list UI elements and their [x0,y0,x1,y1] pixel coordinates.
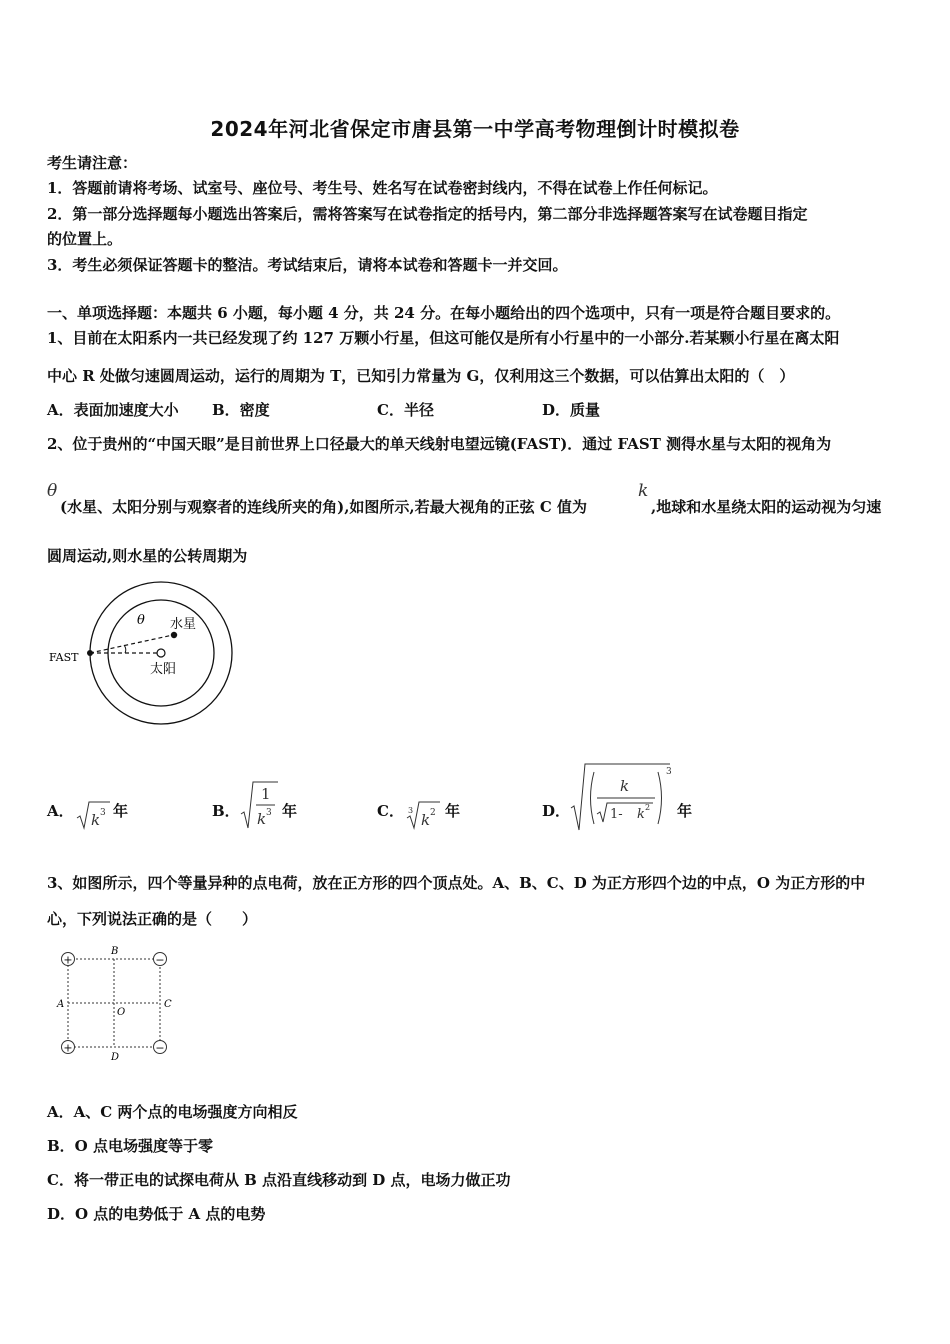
q2-option-d-label: D． [542,802,571,820]
q2-stem-line1: 2、位于贵州的“中国天眼”是目前世界上口径最大的单天线射电望远镜(FAST)．通过 FAST 测得水星与太阳的视角为 [47,435,832,453]
notice-item-2: 2．第一部分选择题每小题选出答案后，需将答案写在试卷指定的括号内，第二部分非选择题答案写在试卷题目指定 [47,205,808,223]
q1-option-b: B．密度 [212,401,270,419]
svg-text:k: k [637,807,645,822]
point-o-label: O [117,1007,126,1018]
svg-text:+: + [63,953,73,967]
fast-point [87,650,93,656]
q2-option-c-unit: 年 [445,802,461,820]
q3-option-c: C．将一带正电的试探电荷从 B 点沿直线移动到 D 点，电场力做正功 [47,1171,511,1189]
q2-stem-line3: 圆周运动,则水星的公转周期为 [47,547,248,565]
svg-text:3: 3 [408,806,414,815]
q3-stem-line2: 心，下列说法正确的是（ ） [47,910,258,928]
q2-k-symbol: k [638,481,649,501]
fast-label: FAST [49,651,79,664]
svg-text:2: 2 [430,808,436,818]
svg-text:k: k [421,811,431,829]
q3-stem-line1: 3、如图所示，四个等量异种的点电荷，放在正方形的四个顶点处。A、B、C、D 为正方形四个边的中点，O 为正方形的中 [47,874,866,892]
svg-text:3: 3 [266,808,272,818]
mercury-label: 水星 [170,617,197,632]
sun-point [157,649,165,657]
q3-option-d: D．O 点的电势低于 A 点的电势 [47,1205,266,1223]
mercury-point [171,632,177,638]
q2-option-b-label: B． [212,802,240,820]
section-heading: 一、单项选择题：本题共 6 小题，每小题 4 分，共 24 分。在每小题给出的四个选项中，只有一项是符合题目要求的。 [47,304,841,322]
point-c-label: C [164,999,172,1010]
svg-text:k: k [91,811,101,829]
point-b-label: B [111,946,119,957]
q1-option-a: A．表面加速度大小 [47,401,179,419]
q2-option-d-formula [570,760,674,832]
q2-option-a-unit: 年 [113,802,129,820]
q1-stem-line1: 1、目前在太阳系内一共已经发现了约 127 万颗小行星，但这可能仅是所有小行星中的一小部分.若某颗小行星在离太阳 [47,329,840,347]
q2-option-c-formula [405,796,443,832]
q1-option-d: D．质量 [542,401,601,419]
page-title: 2024年河北省保定市唐县第一中学高考物理倒计时模拟卷 [210,117,740,141]
q2-theta-symbol: θ [47,481,58,501]
q2-option-a-label: A． [47,802,74,820]
notice-item-2-cont: 的位置上。 [47,230,123,248]
svg-text:3: 3 [100,808,106,818]
svg-text:2: 2 [645,803,651,812]
sun-label: 太阳 [150,662,177,677]
point-a-label: A [57,999,65,1010]
notice-heading: 考生请注意： [47,154,138,172]
svg-text:1: 1 [261,785,271,803]
q2-option-d-unit: 年 [677,802,693,820]
q2-orbit-figure [46,578,246,738]
q3-option-a: A．A、C 两个点的电场强度方向相反 [47,1103,298,1121]
q2-option-c-label: C． [377,802,404,820]
angle-arc [124,645,126,653]
svg-text:3: 3 [666,767,672,777]
notice-item-1: 1．答题前请将考场、试室号、座位号、考生号、姓名写在试卷密封线内，不得在试卷上作任何标记。 [47,179,718,197]
q2-option-a-formula [76,796,112,832]
svg-text:+: + [63,1041,73,1055]
q2-option-b-formula [240,778,280,832]
svg-text:−: − [155,953,165,967]
svg-text:−: − [155,1041,165,1055]
q1-stem-line2: 中心 R 处做匀速圆周运动，运行的周期为 T，已知引力常量为 G，仅利用这三个数据，可以估算出太阳的（ ） [47,367,795,385]
svg-text:1-: 1- [610,807,623,822]
q1-option-c: C．半径 [377,401,434,419]
q2-option-b-unit: 年 [282,802,298,820]
theta-label: θ [137,613,145,628]
svg-text:k: k [257,810,267,828]
point-d-label: D [111,1052,120,1063]
q2-stem-line2: (水星、太阳分别与观察者的连线所夹的角),如图所示,若最大视角的正弦 C 值为 [60,498,588,516]
svg-text:k: k [620,777,630,795]
notice-item-3: 3．考生必须保证答题卡的整洁。考试结束后，请将本试卷和答题卡一并交回。 [47,256,568,274]
q3-square-figure [50,940,180,1065]
q2-stem-line2-end: ,地球和水星绕太阳的运动视为匀速 [651,498,882,516]
q3-option-b: B．O 点电场强度等于零 [47,1137,213,1155]
